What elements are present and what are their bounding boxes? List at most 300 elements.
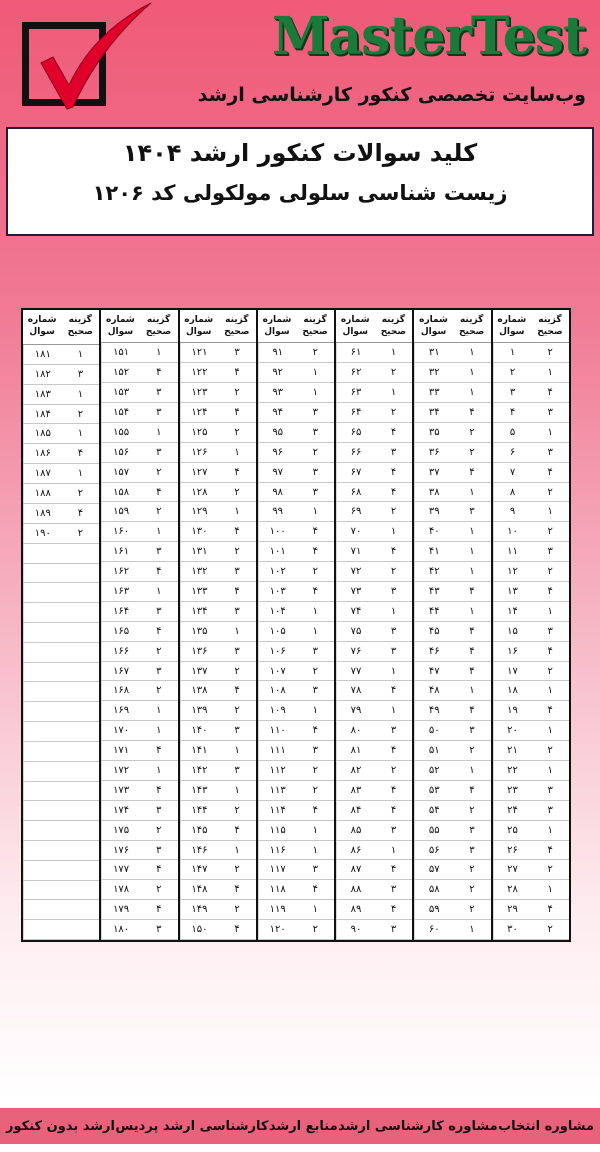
question-number-cell: ۷۸ [336, 681, 375, 700]
table-row [180, 801, 256, 821]
question-number-cell: ۸۸ [336, 880, 375, 899]
answer-cell: ۳ [312, 645, 319, 657]
answer-cell: ۲ [312, 446, 319, 458]
column-header-question: شماره سوال [184, 315, 214, 337]
table-row [414, 741, 490, 761]
table-row [258, 662, 334, 682]
table-header [493, 310, 569, 343]
table-row [23, 623, 99, 643]
table-row [101, 622, 177, 642]
answer-cell: ۴ [390, 784, 397, 796]
question-number-cell: ۱۲۰ [258, 920, 297, 939]
table-row [493, 821, 569, 841]
answer-cell: ۳ [156, 844, 162, 856]
table-row [336, 880, 412, 900]
answer-cell [62, 821, 100, 840]
table-row [180, 701, 256, 721]
table-row [180, 642, 256, 662]
question-number-cell: ۳۳ [414, 383, 453, 402]
table-row [336, 801, 412, 821]
answer-cell: ۳ [312, 486, 319, 498]
question-number-cell: ۲۴ [493, 801, 532, 820]
answer-cell [62, 801, 100, 820]
question-number-cell: ۸۴ [336, 801, 375, 820]
question-number-cell: ۳۸ [414, 483, 453, 502]
table-row [180, 920, 256, 940]
answer-cell: ۴ [234, 824, 240, 836]
question-number-cell: ۱۶۹ [101, 701, 140, 720]
table-row [180, 841, 256, 861]
question-number-cell [23, 782, 62, 801]
question-number-cell [23, 841, 62, 860]
table-row [336, 920, 412, 940]
answer-cell: ۱ [547, 685, 553, 697]
question-number-cell: ۶۵ [336, 423, 375, 442]
table-row [336, 761, 412, 781]
question-number-cell: ۱۲۷ [180, 463, 219, 482]
answer-cell: ۲ [234, 486, 240, 498]
table-row [23, 424, 99, 444]
question-number-cell: ۱۰۹ [258, 701, 297, 720]
answer-cell: ۳ [390, 884, 397, 896]
question-number-cell: ۷۴ [336, 602, 375, 621]
answer-cell: ۱ [390, 387, 397, 399]
answer-cell: ۳ [156, 546, 162, 558]
answer-cell: ۱ [312, 824, 319, 836]
table-row [493, 801, 569, 821]
answer-cell: ۴ [234, 367, 240, 379]
site-tagline: وب‌سایت تخصصی کنکور کارشناسی ارشد [197, 84, 586, 106]
answer-cell: ۱ [234, 446, 240, 458]
question-number-cell: ۱۲۹ [180, 502, 219, 521]
answer-cell: ۲ [234, 426, 240, 438]
table-row [180, 582, 256, 602]
table-row [23, 544, 99, 564]
question-number-cell: ۱۰۰ [258, 522, 297, 541]
table-row [336, 900, 412, 920]
question-number-cell: ۲۲ [493, 761, 532, 780]
question-number-cell: ۱۴۳ [180, 781, 219, 800]
table-row [336, 681, 412, 701]
question-number-cell [23, 603, 62, 622]
table-row [180, 483, 256, 503]
question-number-cell: ۸۳ [336, 781, 375, 800]
column-header-answer: گزینه صحیح [145, 315, 172, 337]
answer-cell [62, 900, 100, 919]
answer-cell: ۲ [156, 824, 162, 836]
question-number-cell: ۵۲ [414, 761, 453, 780]
question-number-cell: ۵۰ [414, 721, 453, 740]
table-row [23, 663, 99, 683]
table-row [180, 423, 256, 443]
answer-cell: ۱ [156, 764, 162, 776]
answer-cell: ۴ [77, 507, 84, 519]
table-row [336, 701, 412, 721]
table-row [336, 662, 412, 682]
question-number-cell: ۱۸۰ [101, 920, 140, 939]
table-row [180, 363, 256, 383]
question-number-cell: ۹۰ [336, 920, 375, 939]
table-row [336, 741, 412, 761]
table-row [180, 562, 256, 582]
answer-cell [62, 722, 100, 741]
question-number-cell: ۱۰۵ [258, 622, 297, 641]
question-number-cell: ۱۱۹ [258, 900, 297, 919]
table-row [23, 801, 99, 821]
question-number-cell: ۱۵۱ [101, 343, 140, 362]
question-number-cell: ۱۷۶ [101, 841, 140, 860]
answer-cell: ۱ [77, 428, 84, 440]
answer-cell: ۳ [547, 546, 553, 558]
question-number-cell: ۱۶۱ [101, 542, 140, 561]
question-number-cell: ۷۵ [336, 622, 375, 641]
answer-cell: ۱ [469, 486, 475, 498]
question-number-cell [23, 801, 62, 820]
answer-cell [62, 702, 100, 721]
answer-cell: ۱ [390, 844, 397, 856]
table-row [258, 423, 334, 443]
table-row [23, 385, 99, 405]
answer-cell: ۴ [390, 466, 397, 478]
table-row [414, 880, 490, 900]
answer-cell: ۲ [77, 488, 84, 500]
table-row [493, 602, 569, 622]
answer-cell: ۱ [156, 585, 162, 597]
answer-cell [62, 544, 100, 563]
answer-cell: ۴ [547, 585, 553, 597]
answer-cell: ۱ [390, 605, 397, 617]
question-number-cell: ۱۵۹ [101, 502, 140, 521]
table-row [493, 642, 569, 662]
answer-cell: ۲ [312, 566, 319, 578]
answer-cell [62, 881, 100, 900]
footer-link[interactable]: ارشد بدون کنکور [6, 1118, 115, 1134]
question-number-cell: ۳۱ [414, 343, 453, 362]
question-number-cell [23, 623, 62, 642]
title-box [6, 127, 594, 236]
question-number-cell: ۴۷ [414, 662, 453, 681]
table-row [258, 920, 334, 940]
table-row [23, 841, 99, 861]
answer-cell: ۱ [312, 705, 319, 717]
answer-cell: ۲ [547, 566, 553, 578]
table-row [493, 900, 569, 920]
question-number-cell: ۴ [493, 403, 532, 422]
table-row [258, 841, 334, 861]
brand-name[interactable]: MasterTest [271, 6, 586, 67]
question-number-cell: ۵۹ [414, 900, 453, 919]
question-number-cell: ۷۳ [336, 582, 375, 601]
question-number-cell: ۱۰۳ [258, 582, 297, 601]
answer-cell: ۳ [156, 387, 162, 399]
answer-cell: ۳ [156, 804, 162, 816]
footer-link[interactable]: مشاوره کارشناسی ارشد [338, 1118, 498, 1134]
question-number-cell: ۴۲ [414, 562, 453, 581]
answer-cell: ۱ [156, 705, 162, 717]
question-number-cell: ۳ [493, 383, 532, 402]
table-row [101, 522, 177, 542]
table-header [23, 310, 99, 345]
answer-cell: ۳ [312, 406, 319, 418]
column-header-question: شماره سوال [106, 315, 135, 337]
answer-cell: ۲ [77, 527, 84, 539]
question-number-cell: ۱۴۴ [180, 801, 219, 820]
question-number-cell: ۹۴ [258, 403, 297, 422]
table-row [180, 403, 256, 423]
question-number-cell: ۱۸۹ [23, 504, 62, 523]
table-row [414, 363, 490, 383]
question-number-cell: ۱۷۷ [101, 860, 140, 879]
table-row [414, 801, 490, 821]
answer-cell [62, 742, 100, 761]
question-number-cell: ۹۳ [258, 383, 297, 402]
question-number-cell: ۱ [493, 343, 532, 362]
table-row [414, 721, 490, 741]
table-row [23, 861, 99, 881]
table-row [23, 365, 99, 385]
question-number-cell: ۸۲ [336, 761, 375, 780]
answer-cell: ۲ [547, 745, 553, 757]
question-number-cell: ۱۵۲ [101, 363, 140, 382]
table-row [258, 701, 334, 721]
question-number-cell: ۲۸ [493, 880, 532, 899]
table-row [180, 383, 256, 403]
table-header [414, 310, 490, 343]
answer-cell: ۱ [469, 924, 475, 936]
question-number-cell: ۱۳۲ [180, 562, 219, 581]
question-number-cell [23, 742, 62, 761]
table-row [180, 781, 256, 801]
table-row [336, 841, 412, 861]
answer-cell: ۱ [469, 546, 475, 558]
table-row [493, 701, 569, 721]
answer-cell: ۴ [469, 784, 475, 796]
question-number-cell: ۲۳ [493, 781, 532, 800]
table-row [414, 463, 490, 483]
answer-cell: ۴ [312, 526, 319, 538]
table-row [414, 343, 490, 363]
table-row [180, 860, 256, 880]
table-row [493, 403, 569, 423]
question-number-cell: ۱۴۲ [180, 761, 219, 780]
answer-cell: ۴ [156, 625, 162, 637]
answer-cell: ۳ [234, 566, 240, 578]
question-number-cell: ۱۱۱ [258, 741, 297, 760]
answer-cell: ۴ [312, 884, 319, 896]
answer-cell: ۳ [312, 745, 319, 757]
table-row [414, 423, 490, 443]
answer-cell: ۲ [547, 665, 553, 677]
question-number-cell: ۸ [493, 483, 532, 502]
question-number-cell: ۷ [493, 463, 532, 482]
answer-cell [62, 663, 100, 682]
table-row [336, 860, 412, 880]
question-number-cell: ۶۰ [414, 920, 453, 939]
table-block [414, 310, 492, 940]
question-number-cell: ۱۰ [493, 522, 532, 541]
table-row [180, 821, 256, 841]
question-number-cell: ۱۳۹ [180, 701, 219, 720]
table-row [493, 761, 569, 781]
table-row [101, 423, 177, 443]
answer-cell: ۱ [234, 745, 240, 757]
footer-link[interactable]: منابع ارشد [268, 1118, 338, 1134]
table-row [414, 681, 490, 701]
question-number-cell: ۱۶ [493, 642, 532, 661]
answer-cell: ۴ [469, 705, 475, 717]
answer-cell: ۲ [547, 486, 553, 498]
question-number-cell: ۵۷ [414, 860, 453, 879]
answer-cell: ۲ [234, 804, 240, 816]
question-number-cell: ۵۵ [414, 821, 453, 840]
table-row [101, 662, 177, 682]
table-row [258, 522, 334, 542]
answer-cell: ۳ [547, 625, 553, 637]
table-row [23, 881, 99, 901]
answer-cell: ۴ [234, 406, 240, 418]
question-number-cell: ۴۴ [414, 602, 453, 621]
answer-cell: ۴ [390, 426, 397, 438]
table-row [258, 721, 334, 741]
table-header [258, 310, 334, 343]
logo[interactable] [22, 22, 106, 106]
question-number-cell: ۱۳۳ [180, 582, 219, 601]
question-number-cell: ۱۵۷ [101, 463, 140, 482]
question-number-cell: ۱۲۶ [180, 443, 219, 462]
table-row [414, 662, 490, 682]
page-subtitle: زیست شناسی سلولی مولکولی کد ۱۲۰۶ [92, 181, 508, 205]
question-number-cell: ۱۸۵ [23, 424, 62, 443]
question-number-cell: ۷۱ [336, 542, 375, 561]
table-row [23, 643, 99, 663]
table-row [414, 522, 490, 542]
table-row [101, 363, 177, 383]
table-row [414, 701, 490, 721]
table-row [493, 781, 569, 801]
table-row [258, 582, 334, 602]
table-row [101, 443, 177, 463]
question-number-cell: ۱۶۵ [101, 622, 140, 641]
table-row [493, 383, 569, 403]
question-number-cell: ۸۱ [336, 741, 375, 760]
question-number-cell: ۱۱۴ [258, 801, 297, 820]
question-number-cell: ۲۱ [493, 741, 532, 760]
table-row [23, 742, 99, 762]
table-row [23, 821, 99, 841]
question-number-cell: ۳۴ [414, 403, 453, 422]
answer-cell: ۴ [77, 448, 84, 460]
question-number-cell: ۴۶ [414, 642, 453, 661]
question-number-cell: ۱۲۸ [180, 483, 219, 502]
question-number-cell: ۱۱ [493, 542, 532, 561]
question-number-cell: ۹۷ [258, 463, 297, 482]
answer-cell: ۲ [77, 408, 84, 420]
answer-cell: ۲ [390, 367, 397, 379]
answer-cell: ۲ [234, 864, 240, 876]
table-row [180, 343, 256, 363]
question-number-cell: ۱۳ [493, 582, 532, 601]
table-row [23, 345, 99, 365]
question-number-cell: ۱۲۴ [180, 403, 219, 422]
table-row [493, 880, 569, 900]
table-header [180, 310, 256, 343]
table-row [493, 423, 569, 443]
table-row [414, 542, 490, 562]
answer-cell: ۴ [156, 486, 162, 498]
answer-cell: ۲ [234, 546, 240, 558]
table-row [101, 403, 177, 423]
table-row [101, 920, 177, 940]
table-row [101, 721, 177, 741]
question-number-cell: ۹ [493, 502, 532, 521]
answer-cell: ۱ [312, 506, 319, 518]
table-row [336, 781, 412, 801]
table-row [336, 502, 412, 522]
answer-cell: ۱ [312, 367, 319, 379]
question-number-cell: ۴۸ [414, 681, 453, 700]
table-row [493, 920, 569, 940]
answer-cell [62, 583, 100, 602]
table-row [414, 821, 490, 841]
table-row [101, 542, 177, 562]
question-number-cell: ۱۸۶ [23, 444, 62, 463]
question-number-cell [23, 881, 62, 900]
table-row [414, 582, 490, 602]
answer-cell: ۲ [390, 506, 397, 518]
table-row [414, 642, 490, 662]
question-number-cell: ۵۴ [414, 801, 453, 820]
column-header-answer: گزینه صحیح [224, 315, 250, 337]
question-number-cell: ۴۱ [414, 542, 453, 561]
table-row [414, 502, 490, 522]
answer-cell: ۳ [234, 764, 240, 776]
answer-cell: ۳ [234, 645, 240, 657]
question-number-cell: ۱۷ [493, 662, 532, 681]
table-row [336, 642, 412, 662]
answer-cell: ۱ [469, 367, 475, 379]
question-number-cell: ۹۱ [258, 343, 297, 362]
question-number-cell [23, 920, 62, 939]
table-row [180, 622, 256, 642]
table-row [493, 662, 569, 682]
answer-cell: ۴ [234, 466, 240, 478]
answer-cell: ۴ [156, 745, 162, 757]
question-number-cell: ۹۵ [258, 423, 297, 442]
question-number-cell: ۶۲ [336, 363, 375, 382]
question-number-cell: ۶۳ [336, 383, 375, 402]
table-row [23, 484, 99, 504]
answer-cell: ۴ [469, 665, 475, 677]
answer-cell: ۳ [547, 804, 553, 816]
question-number-cell: ۱۶۳ [101, 582, 140, 601]
answer-cell: ۱ [547, 764, 553, 776]
question-number-cell: ۱۴۸ [180, 880, 219, 899]
answer-cell: ۴ [469, 645, 475, 657]
question-number-cell: ۱۵۰ [180, 920, 219, 939]
question-number-cell: ۱۲ [493, 562, 532, 581]
table-row [180, 522, 256, 542]
footer-link[interactable]: مشاوره انتخاب [498, 1118, 594, 1134]
question-number-cell [23, 544, 62, 563]
answer-cell: ۱ [156, 526, 162, 538]
question-number-cell: ۱۰۶ [258, 642, 297, 661]
column-header-answer: گزینه صحیح [537, 315, 563, 337]
footer-link[interactable]: کارشناسی ارشد پردیس [115, 1118, 269, 1134]
question-number-cell [23, 583, 62, 602]
answer-cell: ۴ [390, 804, 397, 816]
table-row [336, 721, 412, 741]
answer-cell: ۴ [390, 745, 397, 757]
